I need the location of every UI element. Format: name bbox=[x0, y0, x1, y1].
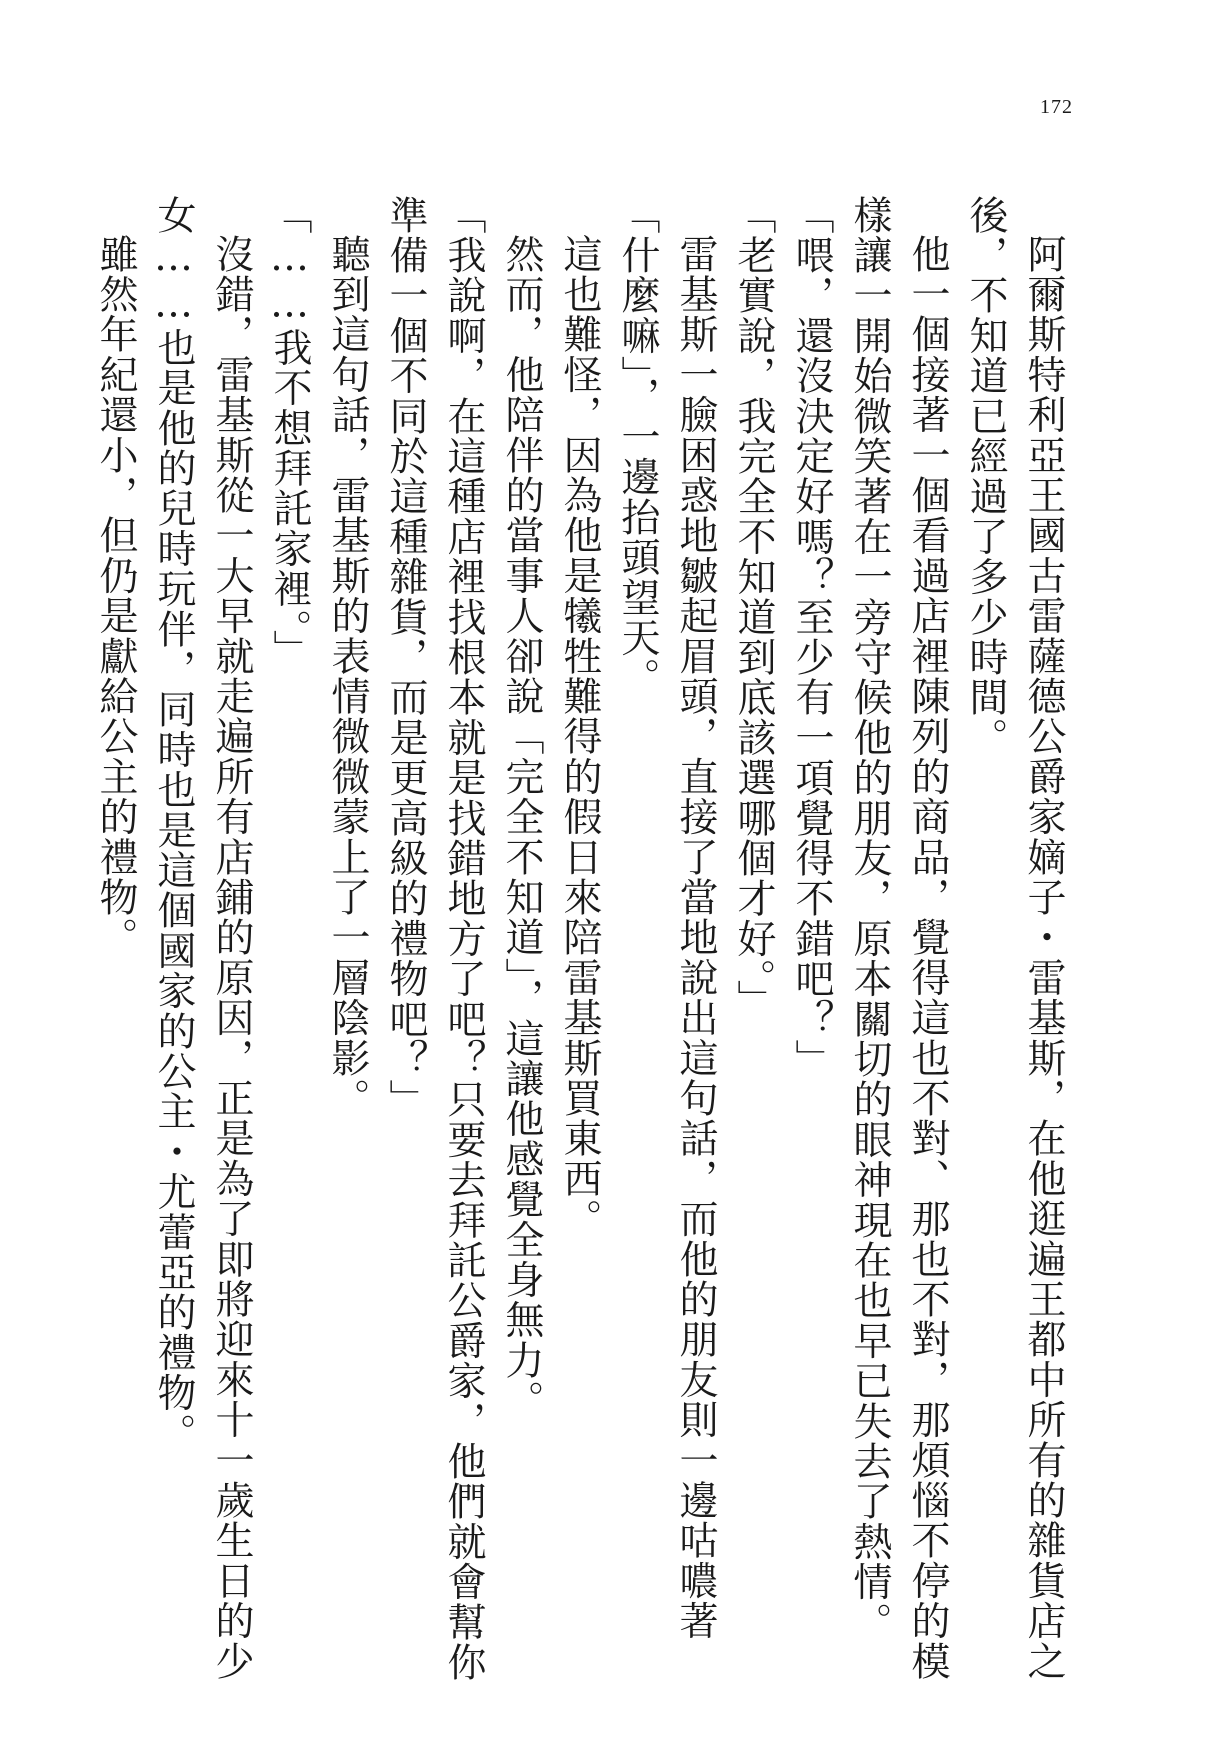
dialog-line: 「我說啊，在這種店裡找根本就是找錯地方了吧？只要去拜託公爵家，他們就會幫你準備一個不同於這種雜貨，而是更高級的禮物吧？」 bbox=[383, 195, 486, 1683]
paragraph: 阿爾斯特利亞王國古雷薩德公爵家嫡子・雷基斯，在他逛遍王都中所有的雜貨店之後，不知道已經過了多少時間。 bbox=[963, 195, 1066, 1682]
paragraph: 他一個接著一個看過店裡陳列的商品，覺得這也不對、那也不對，那煩惱不停的模樣讓一開始微笑著在一旁守候他的朋友，原本關切的眼神現在也早已失去了熱情。 bbox=[847, 195, 950, 1682]
paragraph: 雖然年紀還小，但仍是獻給公主的禮物。 bbox=[93, 234, 138, 958]
body-text bbox=[86, 195, 1072, 1685]
paragraph: 這也難怪，因為他是犧牲難得的假日來陪雷基斯買東西。 bbox=[557, 234, 602, 1239]
dialog-line: 「喂，還沒決定好嗎？至少有一項覺得不錯吧？」 bbox=[789, 195, 834, 1080]
dialog-line: 「老實說，我完全不知道到底該選哪個才好。」 bbox=[731, 195, 776, 1020]
paragraph: 雷基斯一臉困惑地皺起眉頭，直接了當地說出這句話，而他的朋友則一邊咕噥著「什麼嘛」，一邊抬頭望天。 bbox=[615, 195, 718, 1641]
paragraph: 聽到這句話，雷基斯的表情微微蒙上了一層陰影。 bbox=[325, 234, 370, 1119]
paragraph: 沒錯，雷基斯從一大早就走遍所有店鋪的原因，正是為了即將迎來十一歲生日的少女……也是他的兒時玩伴，同時也是這個國家的公主・尤蕾亞的禮物。 bbox=[151, 195, 254, 1682]
dialog-line: 「……我不想拜託家裡。」 bbox=[267, 195, 312, 670]
paragraph: 然而，他陪伴的當事人卻說「完全不知道」，這讓他感覺全身無力。 bbox=[499, 234, 544, 1421]
page-number: 172 bbox=[1040, 96, 1073, 118]
